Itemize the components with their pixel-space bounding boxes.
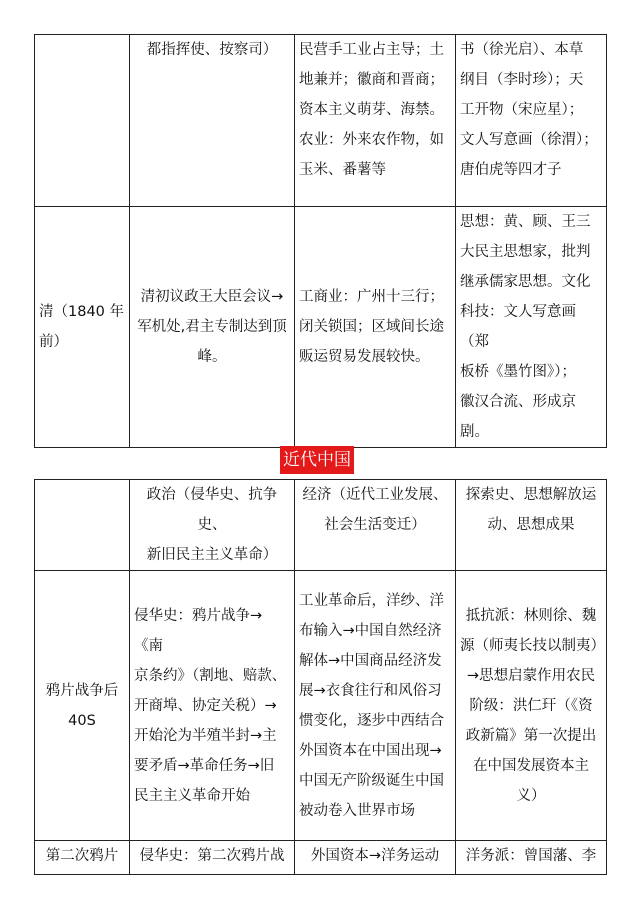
cell-politics: [130, 571, 295, 841]
cell-line: 京条约》（割地、赔款、: [134, 667, 287, 684]
modern-china-table: [34, 479, 607, 875]
cell-culture: [456, 35, 607, 207]
cell-line: 地兼并；徽商和晋商；: [299, 72, 444, 88]
cell-line: 开商埠、协定关税）→: [134, 697, 277, 714]
cell-line: 峰。: [197, 349, 227, 365]
cell-line: 民主主义革命开始: [134, 787, 250, 804]
cell-line: 布输入→中国自然经济: [299, 622, 442, 639]
cell-line: 中国无产阶级诞生中国: [299, 772, 444, 789]
cell-thought: [456, 841, 607, 875]
cell-economy: [295, 841, 456, 875]
cell-line: 动、思想成果: [487, 517, 575, 533]
table-row-ming: [35, 35, 607, 207]
cell-line: 清（1840 年: [39, 304, 125, 320]
cell-economy: [295, 207, 456, 448]
cell-line: 玉米、番薯等: [299, 162, 386, 178]
cell-line: 闭关锁国；区域间长途: [299, 319, 444, 335]
cell-period: [35, 571, 130, 841]
cell-line: 探索史、思想解放运: [465, 487, 597, 503]
header-cell-economy: [295, 480, 456, 571]
cell-line: 文人写意画（徐渭）；: [460, 132, 598, 148]
table-header-row: [35, 480, 607, 571]
cell-economy: [295, 35, 456, 207]
cell-dynasty: [35, 35, 130, 207]
table-row-opium-war-1: [35, 571, 607, 841]
cell-line: 农业：外来农作物，如: [299, 132, 444, 148]
cell-line: 徽汉合流、形成京剧。: [460, 394, 576, 440]
cell-line: 侵华史：鸦片战争→《南: [134, 607, 263, 654]
cell-line: 政治（侵华史、抗争史、: [146, 487, 278, 533]
cell-line: 在中国发展资本主: [473, 757, 589, 774]
cell-line: 经济（近代工业发展、: [302, 487, 448, 503]
cell-line: 前）: [39, 334, 68, 350]
header-cell-politics: [130, 480, 295, 571]
cell-line: 政新篇》第一次提出: [465, 727, 597, 744]
cell-line: 新旧民主主义革命）: [146, 547, 278, 563]
cell-line: 书（徐光启）、本草: [460, 42, 584, 58]
ancient-china-table: [34, 34, 607, 448]
cell-line: 贩运贸易发展较快。: [299, 349, 430, 365]
cell-line: 工业革命后，洋纱、洋: [299, 592, 444, 609]
cell-line: 第二次鸦片: [45, 848, 119, 864]
cell-line: 洋务派：曾国藩、李: [465, 848, 597, 864]
cell-line: 清初议政王大臣会议→: [140, 289, 284, 305]
cell-line: 外国资本在中国出现→: [299, 742, 442, 759]
cell-line: 科技：文人写意画（郑: [460, 304, 576, 350]
cell-line: 抵抗派：林则徐、魏: [465, 607, 597, 624]
cell-economy: [295, 571, 456, 841]
cell-line: 资本主义萌芽、海禁。: [299, 102, 444, 118]
cell-politics: [130, 841, 295, 875]
cell-line: 纲目（李时珍）；天: [460, 72, 584, 88]
cell-line: 唐伯虎等四才子: [460, 162, 562, 178]
cell-line: 外国资本→洋务运动: [310, 848, 440, 864]
cell-politics: [130, 35, 295, 207]
cell-politics: [130, 207, 295, 448]
cell-line: 解体→中国商品经济发: [299, 652, 442, 669]
header-cell-period: [35, 480, 130, 571]
cell-thought: [456, 571, 607, 841]
cell-line: 社会生活变迁）: [324, 517, 426, 533]
cell-line: →思想启蒙作用农民: [466, 667, 596, 684]
cell-line: 开始沦为半殖半封→主: [134, 727, 277, 744]
cell-line: 思想：黄、顾、王三: [460, 214, 591, 230]
cell-line: 民营手工业占主导；土: [299, 42, 444, 58]
header-cell-thought: [456, 480, 607, 571]
cell-line: 都指挥使、按察司）: [146, 42, 278, 58]
cell-line: 要矛盾→革命任务→旧: [134, 757, 275, 774]
cell-line: 40S: [68, 712, 96, 729]
cell-line: 阶级：洪仁玕（《资: [469, 697, 593, 714]
cell-line: 源（师夷长技以制夷）: [460, 637, 605, 654]
cell-culture: [456, 207, 607, 448]
cell-line: 展→衣食往行和风俗习: [299, 682, 442, 699]
cell-line: 大民主思想家，批判: [460, 244, 591, 260]
table-row-qing: [35, 207, 607, 448]
cell-line: 义）: [516, 787, 546, 804]
cell-line: 鸦片战争后: [45, 682, 119, 699]
cell-line: 继承儒家思想。文化: [460, 274, 591, 290]
cell-period: [35, 841, 130, 875]
cell-line: 被动卷入世界市场: [299, 802, 415, 819]
table-row-opium-war-2: [35, 841, 607, 875]
cell-line: 侵华史：第二次鸦片战: [139, 848, 285, 864]
cell-line: 惯变化，逐步中西结合: [299, 712, 444, 729]
cell-line: 板桥《墨竹图》）；: [460, 364, 576, 380]
cell-line: 工商业：广州十三行；: [299, 289, 444, 305]
cell-line: 工开物（宋应星）；: [460, 102, 584, 118]
cell-dynasty: [35, 207, 130, 448]
section-title: 近代中国: [280, 446, 354, 474]
cell-line: 军机处,君主专制达到顶: [137, 319, 287, 335]
